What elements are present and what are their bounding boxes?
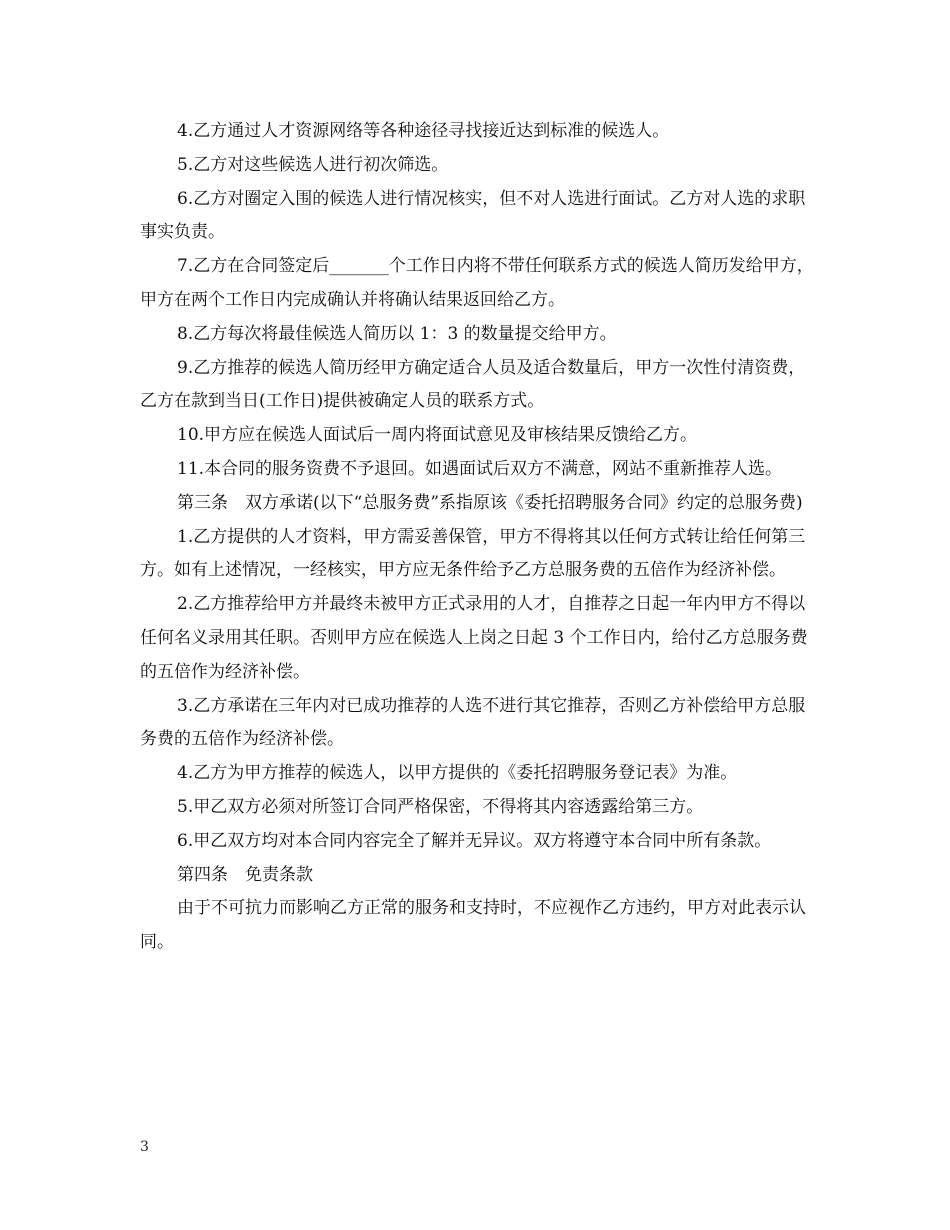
clause-5-initial-screening: 5.乙方对这些候选人进行初次筛选。	[177, 154, 449, 175]
commitment-6-agreement: 6.甲乙双方均对本合同内容完全了解并无异议。双方将遵守本合同中所有条款。	[177, 830, 772, 851]
clause-4-search-candidates: 4.乙方通过人才资源网络等各种途径寻找接近达到标准的候选人。	[177, 121, 670, 141]
commitment-3-no-re-recommend: 3.乙方承诺在三年内对已成功推荐的人选不进行其它推荐，否则乙方补偿给甲方总服务费的五倍作为经济补偿。	[140, 695, 806, 750]
commitment-2-no-hire: 2.乙方推荐给甲方并最终未被甲方正式录用的人才，自推荐之日起一年内甲方不得以任何名义录用其任职。否则甲方应在候选人上岗之日起 3 个工作日内，给付乙方总服务费的五倍作为经济补偿。	[140, 594, 808, 682]
commitment-1-confidential-data: 1.乙方提供的人才资料，甲方需妥善保管，甲方不得将其以任何方式转让给任何第三方。如有上述情况，一经核实，甲方应无条件给予乙方总服务费的五倍作为经济补偿。	[140, 526, 806, 581]
clause-10-interview-feedback: 10.甲方应在候选人面试后一周内将面试意见及审核结果反馈给乙方。	[177, 425, 698, 446]
clause-9-payment-contact: 9.乙方推荐的候选人简历经甲方确定适合人员及适合数量后，甲方一次性付清资费，乙方在款到当日(工作日)提供被确定人员的联系方式。	[140, 357, 806, 412]
clause-6-verification: 6.乙方对圈定入围的候选人进行情况核实，但不对人选进行面试。乙方对人选的求职事实负责。	[140, 188, 806, 243]
force-majeure-clause: 由于不可抗力而影响乙方正常的服务和支持时，不应视作乙方违约，甲方对此表示认同。	[140, 898, 806, 953]
clause-8-submission-ratio: 8.乙方每次将最佳候选人简历以 1：3 的数量提交给甲方。	[177, 323, 617, 344]
article-4-heading: 第四条 免责条款	[177, 864, 313, 885]
document-body	[140, 115, 820, 960]
clause-11-no-refund: 11.本合同的服务资费不予退回。如遇面试后双方不满意，网站不重新推荐人选。	[177, 458, 783, 479]
article-3-heading: 第三条 双方承诺(以下“总服务费”系指原该《委托招聘服务合同》约定的总服务费)	[177, 492, 803, 513]
clause-7-send-resumes: 7.乙方在合同签定后_______个工作日内将不带任何联系方式的候选人简历发给甲方，甲方在两个工作日内完成确认并将确认结果返回给乙方。	[140, 256, 814, 310]
page-number: 3	[140, 1139, 149, 1155]
commitment-5-confidentiality: 5.甲乙双方必须对所签订合同严格保密，不得将其内容透露给第三方。	[177, 796, 704, 817]
commitment-4-registration-form: 4.乙方为甲方推荐的候选人，以甲方提供的《委托招聘服务登记表》为准。	[177, 763, 738, 784]
